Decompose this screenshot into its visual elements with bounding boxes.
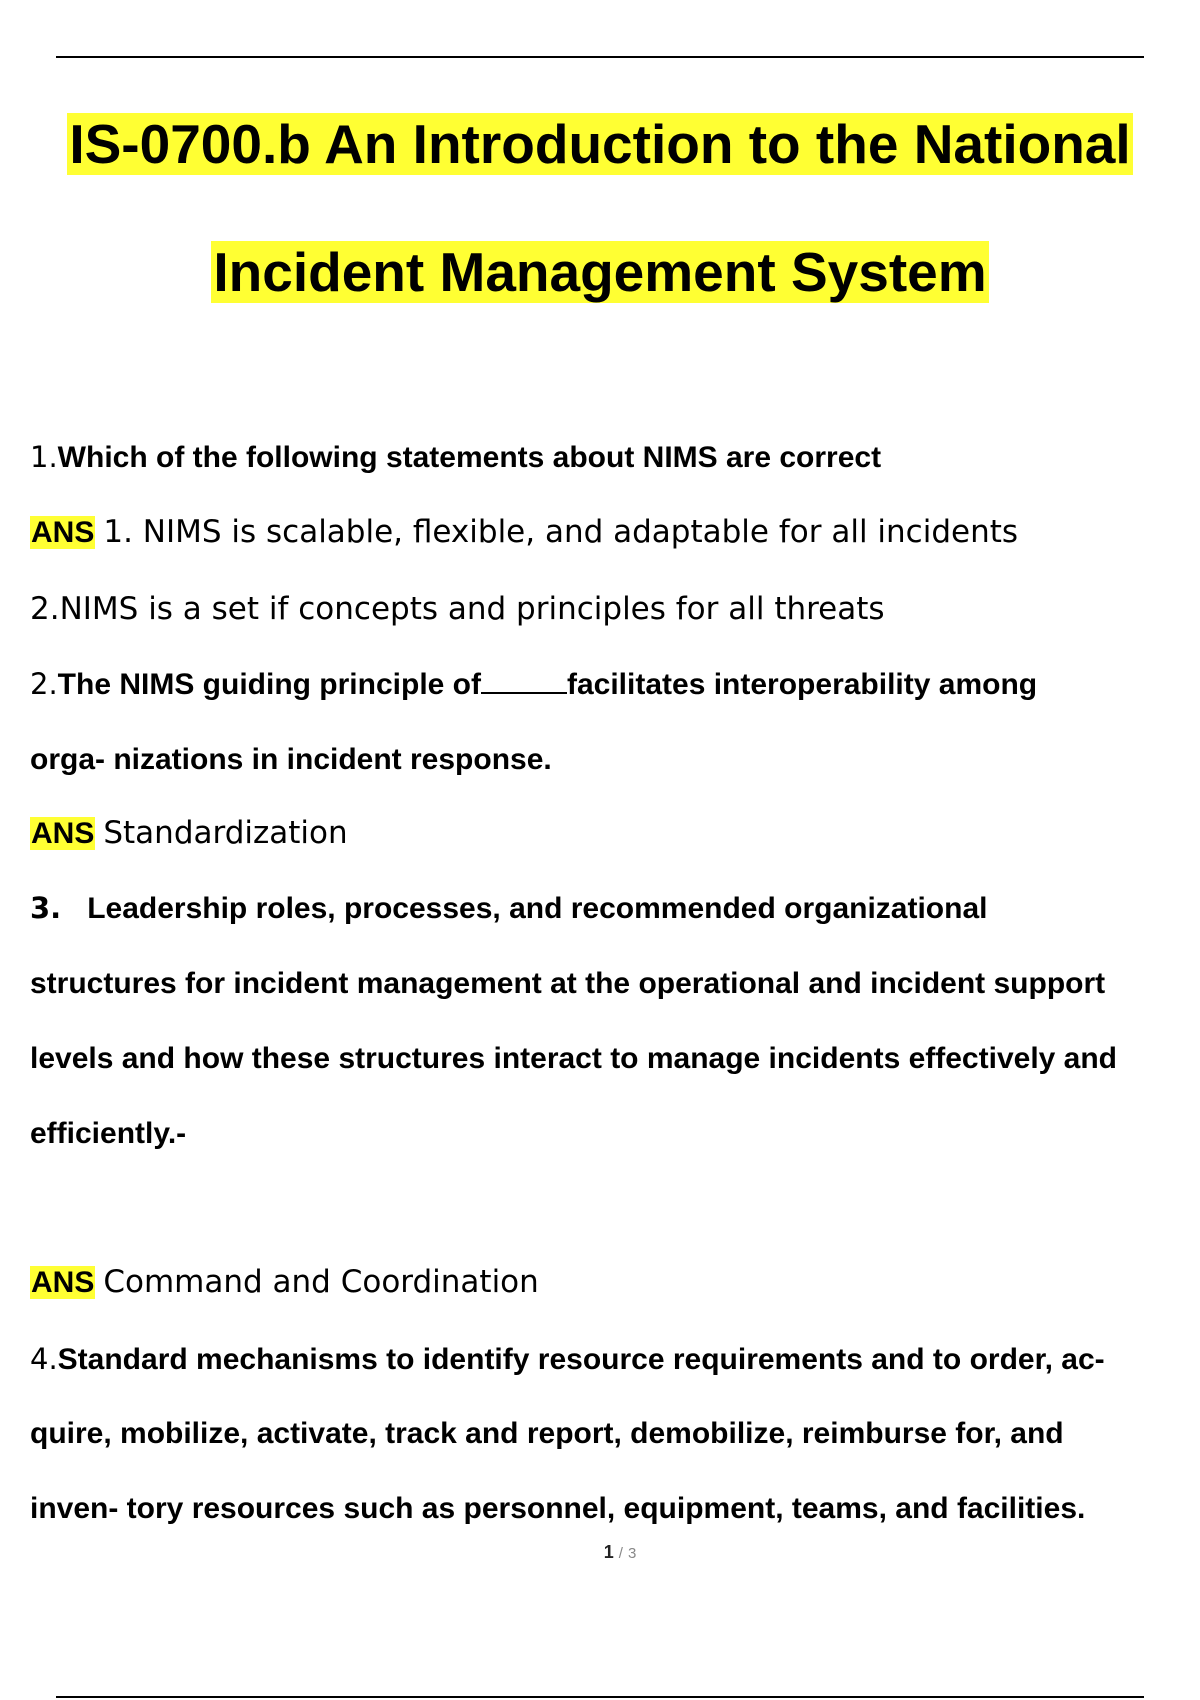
question-3-line-2 xyxy=(30,964,1105,1004)
answer-text: 2.NIMS is a set if concepts and principles for all threats xyxy=(30,591,885,627)
total-pages: 3 xyxy=(627,1545,637,1562)
question-text-before-blank: The NIMS guiding principle of xyxy=(57,668,481,701)
question-4 xyxy=(30,1339,1105,1379)
question-text: Standard mechanisms to identify resource requirements and to order, ac- xyxy=(57,1343,1105,1376)
answer-1-line-2 xyxy=(30,589,885,629)
question-3 xyxy=(30,888,987,928)
answer-text: Command and Coordination xyxy=(103,1264,539,1300)
question-text-after-blank: facilitates interoperability among xyxy=(566,668,1038,701)
question-text: levels and how these structures interact to manage incidents effectively and xyxy=(30,1042,1118,1075)
question-text: inven- tory resources such as personnel, equipment, teams, and facilities. xyxy=(30,1492,1086,1525)
title-highlight-1: IS-0700.b An Introduction to the National xyxy=(69,113,1131,175)
bottom-rule xyxy=(56,1696,1144,1698)
ans-label: ANS xyxy=(31,516,95,549)
question-1 xyxy=(30,437,881,477)
answer-3 xyxy=(30,1262,539,1302)
question-number: 1. xyxy=(30,440,58,474)
ans-label: ANS xyxy=(31,1266,95,1299)
question-number: 2. xyxy=(30,667,58,701)
page-indicator xyxy=(0,1542,1200,1563)
answer-text: Standardization xyxy=(103,815,348,851)
document-title-line-2 xyxy=(0,240,1200,304)
answer-1 xyxy=(30,512,1018,552)
question-number: 4. xyxy=(30,1342,58,1376)
top-rule xyxy=(56,56,1144,58)
page-separator: / xyxy=(618,1545,623,1562)
document-title-line-1 xyxy=(0,112,1200,176)
current-page: 1 xyxy=(603,1542,614,1562)
ans-label: ANS xyxy=(31,817,95,850)
question-text: quire, mobilize, activate, track and report, demobilize, reimburse for, and xyxy=(30,1417,1064,1450)
fill-in-blank xyxy=(481,666,567,694)
question-text: structures for incident management at the operational and incident support xyxy=(30,967,1106,1000)
question-text: efficiently.- xyxy=(30,1117,187,1150)
question-text: Which of the following statements about NIMS are correct xyxy=(57,441,882,474)
question-2-line-2 xyxy=(30,740,552,780)
title-highlight-2: Incident Management System xyxy=(213,241,987,303)
answer-text: 1. NIMS is scalable, flexible, and adaptable for all incidents xyxy=(103,514,1019,550)
answer-2 xyxy=(30,813,348,853)
question-2 xyxy=(30,664,1037,704)
question-3-line-4 xyxy=(30,1114,186,1154)
question-text: Leadership roles, processes, and recommended organizational xyxy=(87,892,988,925)
question-number: 3. xyxy=(30,891,62,925)
question-3-line-3 xyxy=(30,1039,1117,1079)
question-4-line-3 xyxy=(30,1489,1085,1529)
question-text: orga- nizations in incident response. xyxy=(30,743,552,776)
question-4-line-2 xyxy=(30,1414,1064,1454)
